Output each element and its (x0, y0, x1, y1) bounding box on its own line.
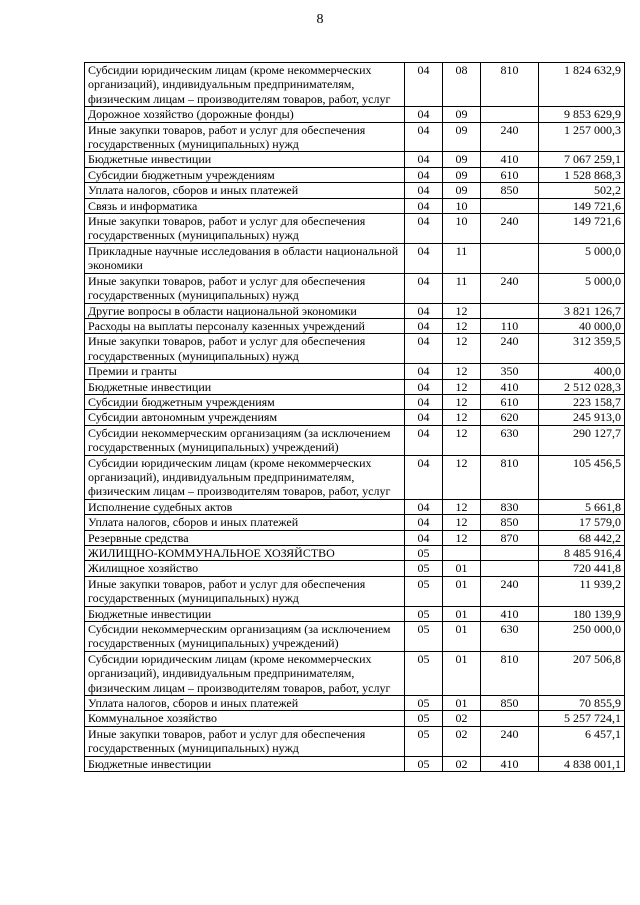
subsection-code: 02 (443, 726, 481, 756)
amount-value: 6 457,1 (539, 726, 625, 756)
expense-type-code (481, 561, 539, 576)
expense-type-code: 630 (481, 622, 539, 652)
subsection-code: 12 (443, 318, 481, 333)
amount-value: 7 067 259,1 (539, 152, 625, 167)
expense-type-code: 410 (481, 379, 539, 394)
table-row (85, 651, 625, 695)
expense-type-code: 610 (481, 167, 539, 182)
subsection-code: 12 (443, 410, 481, 425)
row-name: Субсидии юридическим лицам (кроме некоммерческих организаций), индивидуальным предпринимателям, физическим лицам – производителям товаров, работ, услуг (85, 455, 405, 499)
row-name: Субсидии бюджетным учреждениям (85, 394, 405, 409)
amount-value: 9 853 629,9 (539, 107, 625, 122)
section-code: 04 (405, 318, 443, 333)
section-code: 04 (405, 364, 443, 379)
expense-type-code: 850 (481, 183, 539, 198)
amount-value: 180 139,9 (539, 606, 625, 621)
section-code: 04 (405, 394, 443, 409)
section-code: 04 (405, 152, 443, 167)
subsection-code: 09 (443, 107, 481, 122)
subsection-code: 01 (443, 561, 481, 576)
row-name: Субсидии некоммерческим организациям (за исключением государственных (муниципальных) учреждений) (85, 622, 405, 652)
subsection-code (443, 546, 481, 561)
subsection-code: 12 (443, 364, 481, 379)
subsection-code: 01 (443, 622, 481, 652)
row-name: Субсидии юридическим лицам (кроме некоммерческих организаций), индивидуальным предпринимателям, физическим лицам – производителям товаров, работ, услуг (85, 651, 405, 695)
amount-value: 105 456,5 (539, 455, 625, 499)
subsection-code: 01 (443, 696, 481, 711)
row-name: Резервные средства (85, 530, 405, 545)
table-row (85, 183, 625, 198)
expense-type-code: 240 (481, 334, 539, 364)
section-code: 04 (405, 63, 443, 107)
table-row (85, 107, 625, 122)
section-code: 04 (405, 515, 443, 530)
expense-type-code: 350 (481, 364, 539, 379)
subsection-code: 02 (443, 711, 481, 726)
row-name: Иные закупки товаров, работ и услуг для обеспечения государственных (муниципальных) нужд (85, 726, 405, 756)
table-row (85, 425, 625, 455)
expense-type-code (481, 711, 539, 726)
subsection-code: 02 (443, 756, 481, 771)
subsection-code: 09 (443, 183, 481, 198)
row-name: Бюджетные инвестиции (85, 606, 405, 621)
section-code: 04 (405, 167, 443, 182)
section-code: 04 (405, 455, 443, 499)
amount-value: 149 721,6 (539, 198, 625, 213)
expense-type-code: 850 (481, 515, 539, 530)
subsection-code: 12 (443, 303, 481, 318)
row-name: Уплата налогов, сборов и иных платежей (85, 515, 405, 530)
amount-value: 1 528 868,3 (539, 167, 625, 182)
subsection-code: 09 (443, 167, 481, 182)
table-row (85, 379, 625, 394)
row-name: Субсидии бюджетным учреждениям (85, 167, 405, 182)
expense-type-code (481, 546, 539, 561)
table-row (85, 410, 625, 425)
subsection-code: 11 (443, 273, 481, 303)
expense-type-code: 410 (481, 152, 539, 167)
subsection-code: 09 (443, 152, 481, 167)
amount-value: 5 000,0 (539, 243, 625, 273)
section-code: 05 (405, 546, 443, 561)
table-row (85, 364, 625, 379)
expense-type-code: 610 (481, 394, 539, 409)
row-name: Расходы на выплаты персоналу казенных учреждений (85, 318, 405, 333)
table-row (85, 273, 625, 303)
amount-value: 5 257 724,1 (539, 711, 625, 726)
budget-table-body (85, 63, 625, 772)
row-name: Иные закупки товаров, работ и услуг для обеспечения государственных (муниципальных) нужд (85, 214, 405, 244)
expense-type-code: 410 (481, 756, 539, 771)
row-name: Другие вопросы в области национальной экономики (85, 303, 405, 318)
page-number: 8 (316, 12, 324, 27)
section-code: 04 (405, 530, 443, 545)
expense-type-code: 240 (481, 576, 539, 606)
section-code: 05 (405, 711, 443, 726)
amount-value: 149 721,6 (539, 214, 625, 244)
amount-value: 1 824 632,9 (539, 63, 625, 107)
expense-type-code: 810 (481, 455, 539, 499)
subsection-code: 12 (443, 394, 481, 409)
amount-value: 5 000,0 (539, 273, 625, 303)
subsection-code: 10 (443, 214, 481, 244)
expense-type-code: 410 (481, 606, 539, 621)
table-row (85, 303, 625, 318)
table-row (85, 152, 625, 167)
section-code: 04 (405, 499, 443, 514)
table-row (85, 515, 625, 530)
table-row (85, 576, 625, 606)
section-code: 04 (405, 198, 443, 213)
table-row (85, 334, 625, 364)
amount-value: 207 506,8 (539, 651, 625, 695)
expense-type-code (481, 198, 539, 213)
row-name: Исполнение судебных актов (85, 499, 405, 514)
section-code: 05 (405, 576, 443, 606)
section-code: 04 (405, 425, 443, 455)
table-row (85, 756, 625, 771)
section-code: 04 (405, 122, 443, 152)
row-name: Иные закупки товаров, работ и услуг для обеспечения государственных (муниципальных) нужд (85, 334, 405, 364)
section-code: 04 (405, 273, 443, 303)
amount-value: 70 855,9 (539, 696, 625, 711)
subsection-code: 09 (443, 122, 481, 152)
expense-type-code: 810 (481, 63, 539, 107)
section-code: 05 (405, 651, 443, 695)
row-name: Иные закупки товаров, работ и услуг для обеспечения государственных (муниципальных) нужд (85, 576, 405, 606)
amount-value: 68 442,2 (539, 530, 625, 545)
amount-value: 502,2 (539, 183, 625, 198)
amount-value: 250 000,0 (539, 622, 625, 652)
row-name: Бюджетные инвестиции (85, 152, 405, 167)
expense-type-code: 810 (481, 651, 539, 695)
section-code: 05 (405, 696, 443, 711)
section-code: 04 (405, 410, 443, 425)
subsection-code: 12 (443, 515, 481, 530)
row-name: Бюджетные инвестиции (85, 756, 405, 771)
table-row (85, 696, 625, 711)
table-row (85, 711, 625, 726)
section-code: 05 (405, 561, 443, 576)
table-row (85, 394, 625, 409)
amount-value: 40 000,0 (539, 318, 625, 333)
table-row (85, 63, 625, 107)
amount-value: 223 158,7 (539, 394, 625, 409)
expense-type-code (481, 303, 539, 318)
amount-value: 3 821 126,7 (539, 303, 625, 318)
table-row (85, 606, 625, 621)
section-code: 04 (405, 243, 443, 273)
row-name: Уплата налогов, сборов и иных платежей (85, 183, 405, 198)
section-code: 05 (405, 622, 443, 652)
expense-type-code: 240 (481, 273, 539, 303)
row-name: ЖИЛИЩНО-КОММУНАЛЬНОЕ ХОЗЯЙСТВО (85, 546, 405, 561)
subsection-code: 08 (443, 63, 481, 107)
subsection-code: 12 (443, 499, 481, 514)
section-code: 05 (405, 756, 443, 771)
expense-type-code: 240 (481, 726, 539, 756)
table-row (85, 546, 625, 561)
row-name: Субсидии некоммерческим организациям (за исключением государственных (муниципальных) учреждений) (85, 425, 405, 455)
expense-type-code: 630 (481, 425, 539, 455)
section-code: 04 (405, 303, 443, 318)
row-name: Премии и гранты (85, 364, 405, 379)
row-name: Уплата налогов, сборов и иных платежей (85, 696, 405, 711)
amount-value: 245 913,0 (539, 410, 625, 425)
row-name: Субсидии автономным учреждениям (85, 410, 405, 425)
subsection-code: 12 (443, 425, 481, 455)
subsection-code: 01 (443, 651, 481, 695)
subsection-code: 01 (443, 576, 481, 606)
subsection-code: 12 (443, 334, 481, 364)
expense-type-code: 240 (481, 122, 539, 152)
row-name: Связь и информатика (85, 198, 405, 213)
subsection-code: 01 (443, 606, 481, 621)
section-code: 04 (405, 334, 443, 364)
budget-table (84, 62, 625, 772)
amount-value: 5 661,8 (539, 499, 625, 514)
section-code: 04 (405, 214, 443, 244)
expense-type-code (481, 107, 539, 122)
expense-type-code: 850 (481, 696, 539, 711)
subsection-code: 10 (443, 198, 481, 213)
row-name: Жилищное хозяйство (85, 561, 405, 576)
table-row (85, 167, 625, 182)
amount-value: 400,0 (539, 364, 625, 379)
expense-type-code: 870 (481, 530, 539, 545)
subsection-code: 12 (443, 379, 481, 394)
row-name: Иные закупки товаров, работ и услуг для обеспечения государственных (муниципальных) нужд (85, 273, 405, 303)
row-name: Прикладные научные исследования в области национальной экономики (85, 243, 405, 273)
section-code: 05 (405, 726, 443, 756)
amount-value: 720 441,8 (539, 561, 625, 576)
table-row (85, 198, 625, 213)
amount-value: 312 359,5 (539, 334, 625, 364)
row-name: Бюджетные инвестиции (85, 379, 405, 394)
table-row (85, 561, 625, 576)
table-row (85, 499, 625, 514)
expense-type-code: 110 (481, 318, 539, 333)
amount-value: 1 257 000,3 (539, 122, 625, 152)
row-name: Дорожное хозяйство (дорожные фонды) (85, 107, 405, 122)
subsection-code: 11 (443, 243, 481, 273)
amount-value: 2 512 028,3 (539, 379, 625, 394)
table-row (85, 214, 625, 244)
row-name: Субсидии юридическим лицам (кроме некоммерческих организаций), индивидуальным предпринимателям, физическим лицам – производителям товаров, работ, услуг (85, 63, 405, 107)
amount-value: 290 127,7 (539, 425, 625, 455)
table-row (85, 122, 625, 152)
section-code: 04 (405, 107, 443, 122)
table-row (85, 243, 625, 273)
subsection-code: 12 (443, 530, 481, 545)
expense-type-code: 620 (481, 410, 539, 425)
table-row (85, 726, 625, 756)
expense-type-code: 830 (481, 499, 539, 514)
row-name: Коммунальное хозяйство (85, 711, 405, 726)
section-code: 05 (405, 606, 443, 621)
table-row (85, 622, 625, 652)
expense-type-code (481, 243, 539, 273)
subsection-code: 12 (443, 455, 481, 499)
section-code: 04 (405, 183, 443, 198)
expense-type-code: 240 (481, 214, 539, 244)
amount-value: 17 579,0 (539, 515, 625, 530)
amount-value: 4 838 001,1 (539, 756, 625, 771)
table-row (85, 530, 625, 545)
table-row (85, 455, 625, 499)
section-code: 04 (405, 379, 443, 394)
row-name: Иные закупки товаров, работ и услуг для обеспечения государственных (муниципальных) нужд (85, 122, 405, 152)
amount-value: 8 485 916,4 (539, 546, 625, 561)
table-row (85, 318, 625, 333)
amount-value: 11 939,2 (539, 576, 625, 606)
